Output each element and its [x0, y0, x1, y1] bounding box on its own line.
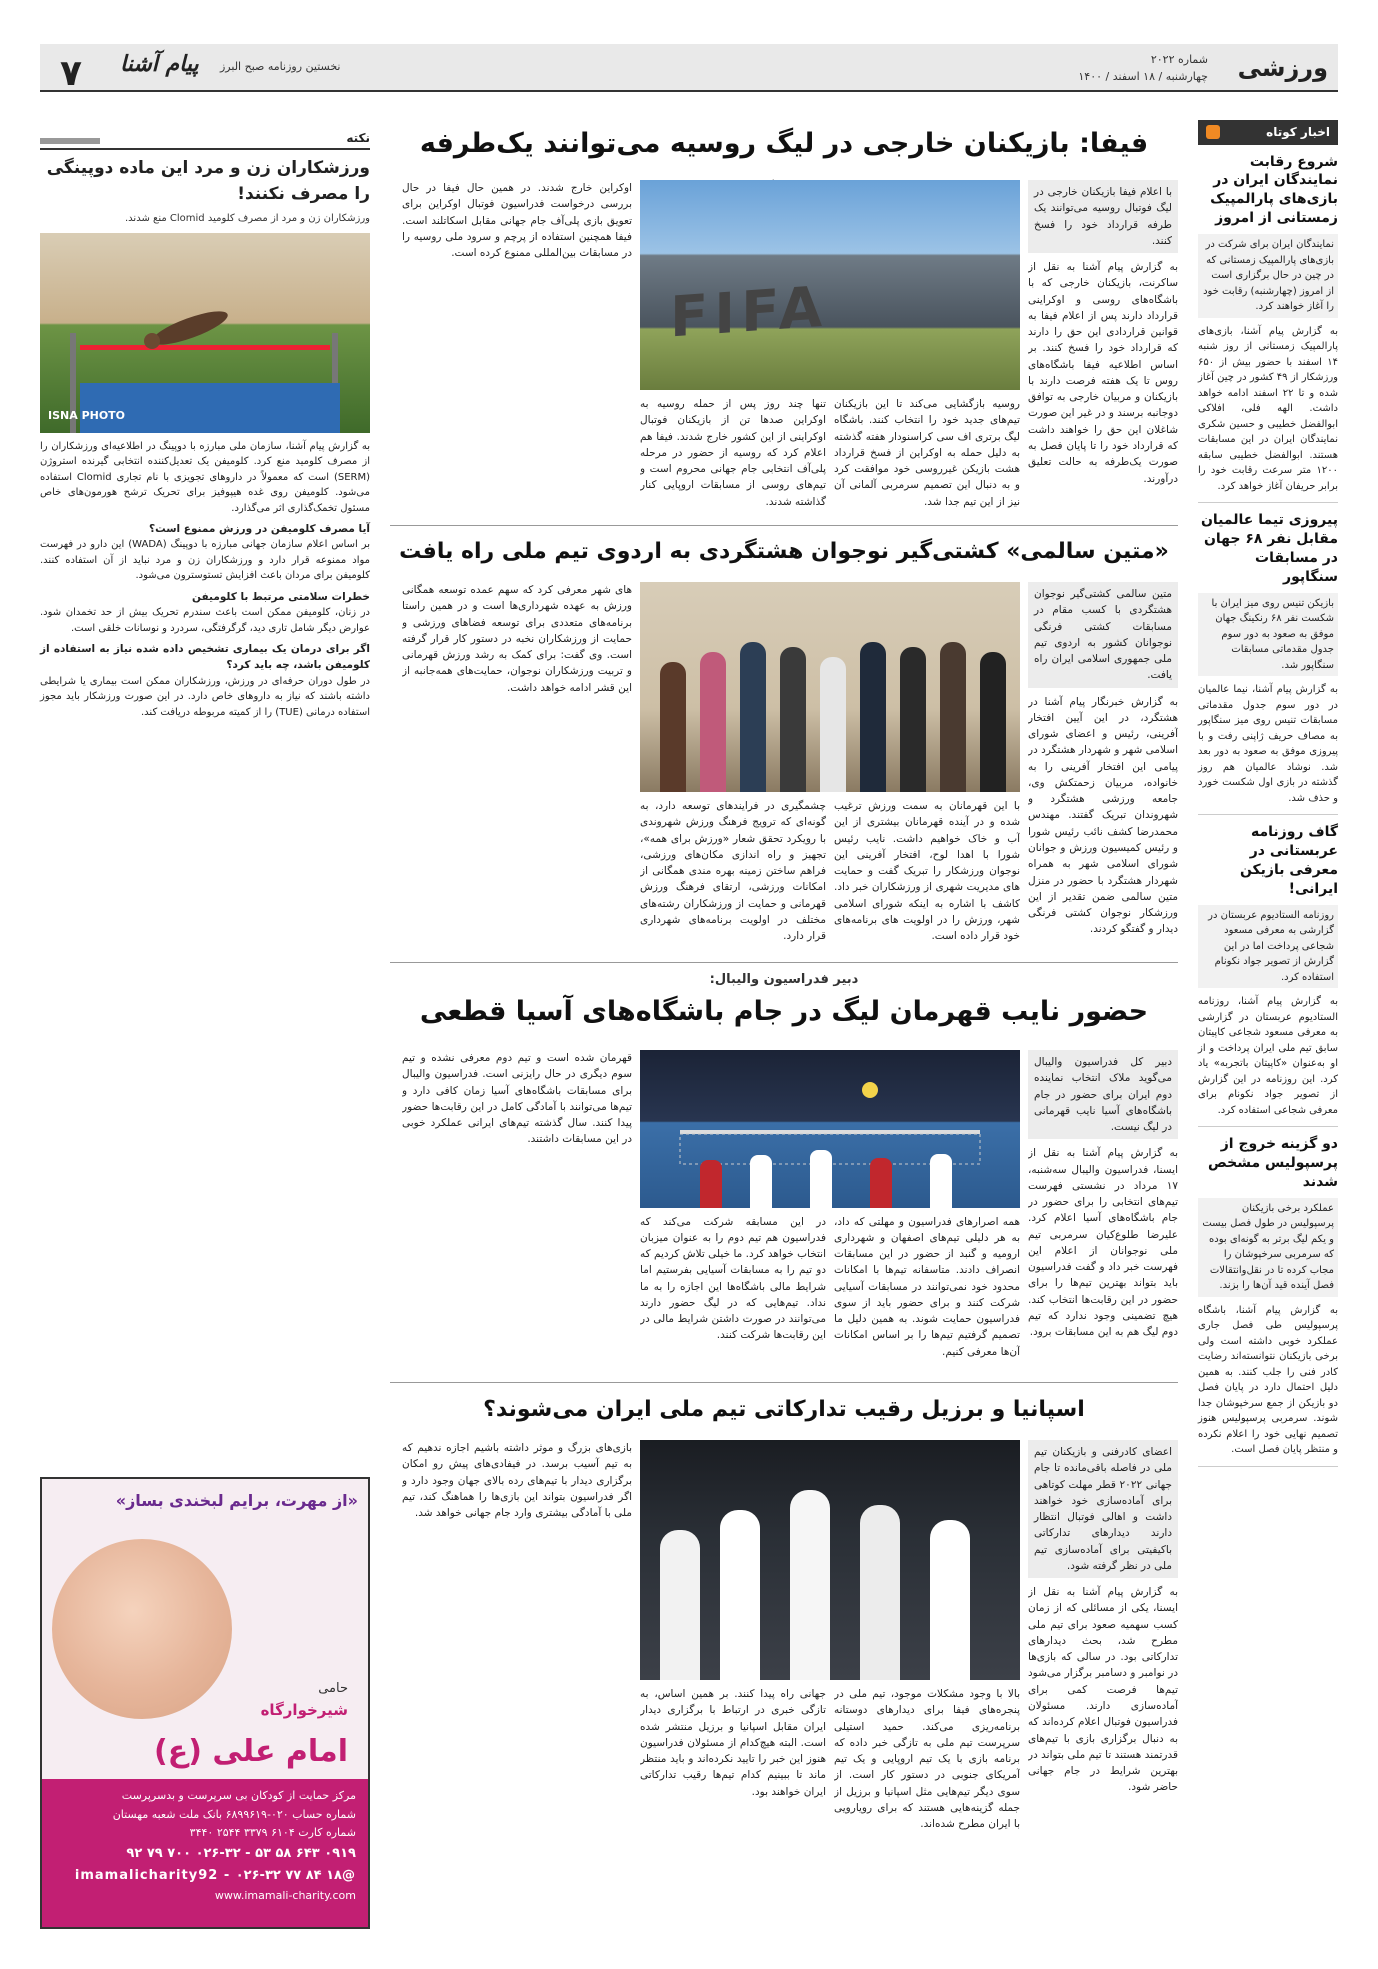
brief-lead: نمایندگان ایران برای شرکت در بازی‌های پارالمپیک زمستانی که در چین در حال برگزاری است از امروز (چهارشنبه) رقابت خود را آغاز خواهند کرد. [1198, 234, 1338, 318]
side-article-body [40, 439, 370, 721]
side-article-paragraph: در طول دوران حرفه‌ای در ورزش، ورزشکاران ممکن است بیماری یا شرایطی داشته باشند که نیاز به داروهای خاص دارد. در این صورت ورزشکار باید مجوز استفاده درمانی (TUE) را از کمیته مربوطه دریافت کند. [40, 675, 370, 718]
story-column: چشمگیری در فرایندهای توسعه دارد، به گونه‌ای که ترویج فرهنگ ورزش شهروندی با رویکرد تحقق شعار «ورزش برای همه»، تجهیز و راه اندازی مکان‌های ورزشی، فراهم ساختن زمینه بهره مندی همگانی از امکانات ورزشی، ارتقای فرهنگ ورزش قهرمانی و حمایت از ورزشکاران رشته‌های مختلف در اولویت برنامه‌های شهرداری قرار دارد. [640, 800, 826, 943]
story-headline: «متین سالمی» کشتی‌گیر نوجوان هشتگردی به اردوی تیم ملی راه یافت [399, 539, 1169, 564]
story-column: در این مسابقه شرکت می‌کند که فدراسیون هم تیم دوم را به عنوان میزبان انتخاب خواهد کرد. ما خیلی تلاش کردیم که دو تیم را به مسابقات آسیایی بفرستیم اما شرایط مالی باشگاه‌ها این اجازه را به ما نداد. تیم‌هایی که در لیگ حضور دارند می‌توانند در صورت داشتن شرایط مالی در این رقابت‌ها شرکت کنند. [640, 1215, 826, 1342]
story-column: تنها چند روز پس از حمله روسیه به اوکراین صدها تن از بازیکنان فوتبال اوکراینی از این کشور خارج شدند. فیفا هم اعلام کرد که روسیه از حضور در مرحله پلی‌آف انتخابی جام جهانی محروم است و تیم‌های روسی از مسابقات اروپایی کنار گذاشته شدند. [640, 398, 826, 508]
player-figure [930, 1520, 970, 1680]
divider [390, 962, 1178, 963]
national-team-photo [640, 1440, 1020, 1680]
player-figure [660, 1530, 700, 1680]
charity-advertisement [40, 1477, 370, 1929]
brief-item [1198, 145, 1338, 504]
brief-title: شروع رقابت نمایندگان ایران در بازی‌های پارالمپیک زمستانی از امروز [1210, 153, 1338, 227]
volleyball-illustration [640, 1050, 1020, 1208]
story-text: به گزارش پیام آشنا به نقل از ساکرنت، بازیکنان خارجی که با باشگاه‌های روسی و اوکراینی قرارداد دارند پس از اعلام فیفا به قوانین قراردادی این حق را دارند که قرارداد خود را فسخ کنند. بر اساس اطلاعیه فیفا باشگاه‌های روس تا یک هفته فرصت دارند با بازیکنان و مربیان خارجی به توافق دوجانبه برسند و در غیر این صورت شاغلان این حق را خواهند داشت که قرارداد خود را تا پایان فصل به صورت یک‌طرفه به حالت تعلیق درآورند. [1028, 261, 1178, 485]
story-subcolumns [640, 396, 1020, 510]
issue-date: چهارشنبه / ۱۸ اسفند / ۱۴۰۰ [1078, 69, 1208, 83]
brief-item [1198, 1127, 1338, 1467]
ad-card: شماره کارت ۶۱۰۴ ۳۳۷۹ ۲۵۴۴ ۳۴۴۰ [189, 1826, 356, 1840]
brief-title: گاف روزنامه عربستانی در معرفی بازیکن ایرانی! [1239, 824, 1338, 897]
story-media [640, 1050, 1020, 1360]
story-text: به گزارش خبرنگار پیام آشنا در هشتگرد، در این آیین افتخار آفرینی، رئیس و اعضای شورای اسلامی شهر و شهردار هشتگرد در پیامی این افتخار آفرینی را به خانواده، مربیان زحمتکش وی، جامعه ورزشی هشتگرد و شهروندان تبریک گفتند. مهندس محمدرضا کشف نائب رئیس شورا و رئیس کمیسیون ورزش و جوانان شورای اسلامی شهر به همراه شهردار هشتگرد با حضور در منزل متین سالمی ضمن تقدیر از این ورزشکار نوجوان کشتی فرنگی دیدار و گفتگو کردند. [1028, 695, 1178, 936]
newspaper-logo: پیام آشنا [120, 52, 199, 77]
story-column: بازی‌های بزرگ و موثر داشته باشیم اجازه ندهیم که به تیم آسیب برسد. در فیفادی‌های پیش رو امکان برگزاری دیدار با تیم‌های رده بالای جهان وجود دارد و اگر فدراسیون بتواند این بازی‌ها را هماهنگ کند، تیم ملی با آمادگی بیشتری وارد جام جهانی خواهد شد. [402, 1442, 632, 1520]
photo-watermark: ISNA PHOTO [48, 409, 126, 423]
story-column: قهرمان شده است و تیم دوم معرفی نشده و تیم سوم دیگری در حال رایزنی است. فدراسیون والیبال برای مسابقات باشگاه‌های آسیا زمان کافی دارد و تیم‌ها می‌توانند با آمادگی کامل در این رقابت‌ها حضور پیدا کنند. سال گذشته تیم‌های ایرانی عملکرد خوبی در این مسابقات داشتند. [402, 1052, 632, 1146]
story-columns [390, 180, 1178, 510]
person-figure [940, 642, 966, 792]
ad-website[interactable]: www.imamali-charity.com [214, 1889, 356, 1903]
side-article-subhead: آیا مصرف کلومیفن در ورزش ممنوع است؟ [148, 523, 370, 535]
person-figure [740, 642, 766, 792]
brief-title: دو گزینه خروج از پرسپولیس مشخص شدند [1208, 1136, 1338, 1191]
baby-photo [52, 1539, 232, 1719]
player-figure [720, 1510, 760, 1680]
volleyball-match-photo [640, 1050, 1020, 1208]
side-article-paragraph: بر اساس اعلام سازمان جهانی مبارزه با دوپینگ (WADA) این دارو در فهرست مواد ممنوعه قرار دارد و ورزشکاران زن و مرد نباید از آن استفاده کنند. کلومیفن برای مردان باعث افزایش تستوسترون می‌شود. [40, 539, 370, 582]
person-figure [700, 652, 726, 792]
person-figure [660, 662, 686, 792]
wrestler-ceremony-photo [640, 582, 1020, 792]
side-article [40, 130, 370, 720]
story-headline: فیفا: بازیکنان خارجی در لیگ روسیه می‌توانند یک‌طرفه [419, 128, 1149, 159]
divider [390, 1382, 1178, 1383]
side-article-subhead: اگر برای درمان یک بیماری تشخیص داده شده نیاز به استفاده از کلومیفن باشد، چه باید کرد؟ [40, 643, 370, 672]
story-column: بالا با وجود مشکلات موجود، تیم ملی در پنجره‌های فیفا برای دیدارهای دوستانه برنامه‌ریزی می‌کند. حمید استیلی سرپرست تیم ملی به تازگی خبر داده که برنامه بازی با یک تیم اروپایی و یک تیم آمریکای جنوبی در دستور کار است. از سوی دیگر تیم‌هایی مثل اسپانیا و برزیل از جمله گزینه‌هایی هستند که برای رویارویی با ایران مطرح شده‌اند. [834, 1688, 1020, 1831]
rss-icon [1206, 125, 1220, 139]
main-news-area [390, 120, 1178, 1930]
divider [390, 525, 1178, 526]
brief-item [1198, 815, 1338, 1127]
story-media [640, 582, 1020, 952]
header-bar [40, 138, 100, 144]
story-column [1028, 1440, 1178, 1920]
story-subcolumns [640, 1214, 1020, 1360]
brief-body: به گزارش پیام آشنا، بازی‌های پارالمپیک زمستانی از روز شنبه ۱۴ اسفند با حضور بیش از ۶۵۰ ورزشکار از ۴۹ کشور در چین آغاز شده و تا ۲۲ اسفند ادامه خواهد داشت. الهه فلی، افلاکی ابوالفضل خطیبی و حسین شکری نمایندگان ایران در این مسابقات هستند. ابوالفضل خطیبی سابقه ۱۲۰۰ متر سرعت رقابت خود را برابر حریفان آغاز خواهد کرد. [1198, 325, 1338, 492]
brief-body: به گزارش پیام آشنا، باشگاه پرسپولیس طی فصل جاری عملکرد خوبی داشته است ولی برخی بازیکنان نتوانسته‌اند رضایت کادر فنی را جلب کنند. به همین دلیل احتمال دارد در پایان فصل دو بازیکن از جمع سرخپوشان جدا شوند. سرمربی پرسپولیس هنوز تصمیم نهایی خود را اعلام نکرده و منتظر پایان فصل است. [1198, 1304, 1338, 1456]
story-lede: متین سالمی کشتی‌گیر نوجوان هشتگردی با کسب مقام در مسابقات کشتی فرنگی نوجوانان کشور به اردوی تیم ملی جمهوری اسلامی ایران راه یافت. [1028, 582, 1178, 688]
high-jump-photo [40, 233, 370, 433]
issue-number: شماره ۲۰۲۲ [1150, 53, 1208, 66]
ad-phone: @imamalicharity92 - ۰۲۶-۳۲ ۷۷ ۸۴ ۱۸ [74, 1868, 356, 1884]
masthead [40, 44, 1338, 92]
story-headline: اسپانیا و برزیل رقیب تدارکاتی تیم ملی ایران می‌شوند؟ [483, 1397, 1085, 1422]
story-kicker: دبیر فدراسیون والیبال: [709, 972, 859, 987]
brief-body: به گزارش پیام آشنا، روزنامه الستادیوم عربستان در گزارشی به معرفی مسعود شجاعی کاپیتان سابق تیم ملی ایران پرداخت و از او به‌عنوان «کاپیتان باتجربه» یاد کرد. این روزنامه در این گزارش از تصویر جواد نکونام برای معرفی شجاعی استفاده کرد. [1198, 996, 1338, 1116]
brief-title: پیروزی تیما عالمیان مقابل نفر ۶۸ جهان در مسابقات سنگاپور [1200, 512, 1338, 585]
story-media [640, 180, 1020, 510]
story-subcolumns [640, 798, 1020, 944]
story-column: جهانی راه پیدا کنند. بر همین اساس، به تازگی خبری در ارتباط با برگزاری دیدار ایران مقابل اسپانیا و برزیل منتشر شده است. البته هیچ‌کدام از مسئولان فدراسیون هنوز این خبر را تایید نکرده‌اند و باید منتظر ماند تا ببینیم کدام تیم‌ها رقیب تدارکاتی ایران خواهند بود. [640, 1688, 826, 1798]
story-column: های شهر معرفی کرد که سهم عمده توسعه همگانی ورزش به عهده شهرداری‌ها است و در همین راستا برنامه‌های متعددی برای توسعه فضاهای ورزشی و حمایت از ورزشکاران نخبه در دستور کار قرار گرفته است. وی گفت: برای کمک به رشد ورزش قهرمانی و تربیت ورزشکاران نوجوان، حمایت‌های همه‌جانبه از این قشر ادامه خواهد داشت. [402, 584, 632, 694]
side-article-title: ورزشکاران زن و مرد این ماده دوپینگی را مصرف نکنند! [46, 158, 370, 204]
story-text: به گزارش پیام آشنا به نقل از ایسنا، فدراسیون والیبال سه‌شنبه، ۱۷ مرداد در نشستی فهرست تیم‌های انتخابی را برای حضور در جام باشگاه‌های آسیا اعلام کرد. علیرضا طلوع‌کیان سرمربی تیم ملی نوجوانان از اعلام این فهرست خبر داد و گفت فدراسیون باید بتواند بهترین تیم‌ها را برای حضور در این رقابت‌ها انتخاب کند. هیچ تضمینی وجود ندارد که تیم دوم لیگ هم به این مسابقات برود. [1028, 1147, 1178, 1339]
story-columns [390, 1050, 1178, 1360]
briefs-header-label: اخبار کوتاه [1266, 125, 1330, 139]
ad-name: امام علی (ع) [153, 1734, 348, 1769]
story-columns [390, 582, 1178, 952]
player-figure [790, 1490, 830, 1680]
briefs-header [1198, 120, 1338, 145]
side-article-dek: ورزشکاران زن و مرد از مصرف کلومید Clomid منع شدند. [124, 213, 370, 224]
side-article-paragraph: به گزارش پیام آشنا، سازمان ملی مبارزه با دوپینگ در اطلاعیه‌ای ورزشکاران را از مصرف کلومید منع کرد. کلومیفن یک تعدیل‌کننده انتخابی گیرنده استروژن (SERM) است که معمولاً در داروهای تجویزی با نام تجاری Clomid استفاده می‌شود. کلومیفن روی غده هیپوفیز برای تحریک ترشح هورمون‌های خاص مسئول تخمک‌گذاری اثر می‌گذارد. [40, 440, 371, 514]
story-column: همه اصرارهای فدراسیون و مهلتی که داد، به هر دلیلی تیم‌های اصفهان و شهرداری ارومیه و گنبد از حضور در این مسابقات انصراف دادند. متاسفانه تیم‌ها با امکانات محدود خود نمی‌توانند در مسابقات آسیایی شرکت کنند و برای حضور باید از سوی فدراسیون حمایت شوند. به همین دلیل ما تصمیم گرفتیم تیم‌ها را بر اساس امکانات آن‌ها معرفی کنیم. [834, 1215, 1020, 1358]
high-jump-illustration [40, 233, 370, 433]
story-column [1028, 180, 1178, 510]
ad-account: شماره حساب ۰۲۰-۶۸۹۹۶۱۹ بانک ملت شعبه مهستان [112, 1807, 356, 1821]
brief-lead: عملکرد برخی بازیکنان پرسپولیس در طول فصل بیست و یکم لیگ برتر به گونه‌ای بوده که سرمربی سرخپوشان را مجاب کرده تا در نقل‌وانتقالات فصل آینده قید آن‌ها را بزند. [1198, 1198, 1338, 1297]
person-figure [860, 642, 886, 792]
page-number: ۷ [60, 53, 82, 94]
person-figure [980, 652, 1006, 792]
story-fifa [390, 120, 1178, 520]
story-column: اوکراین خارج شدند. در همین حال فیفا در حال بررسی درخواست فدراسیون فوتبال اوکراین برای تعویق بازی پلی‌آف جام جهانی مقابل اسکاتلند است. فیفا همچنین استفاده از پرچم و سرود ملی روسیه را در مسابقات بین‌المللی ممنوع کرده است. [402, 182, 632, 260]
story-column: با این قهرمانان به سمت ورزش ترغیب شده و در آینده قهرمانان بیشتری از این آب و خاک خواهیم داشت. نایب رئیس شورا با اهدا لوح، افتخار آفرینی این نوجوان ورزشکار را تبریک گفت و حمایت های مدیریت شهری از ورزشکاران خبر داد. کاشف با اشاره به اینکه شورای اسلامی شهر، ورزش را در اولویت های برنامه‌های خود قرار داده است. [834, 800, 1020, 943]
ad-sponsor-label: حامی [318, 1681, 348, 1696]
fifa-sign: FIFA [670, 274, 829, 351]
person-figure [820, 657, 846, 792]
brief-body: به گزارش پیام آشنا، نیما عالمیان در دور سوم جدول مقدماتی مسابقات تنیس روی میز سنگاپور به مصاف حریف ژاپنی رفت و با پیروزی موفق به صعود به دور بعد شد. نوشاد عالمیان هم روز گذشته در بازی اول شکست خورد و حذف شد. [1198, 684, 1338, 804]
fifa-headquarters-photo [640, 180, 1020, 390]
person-figure [780, 647, 806, 792]
side-article-subhead: خطرات سلامتی مرتبط با کلومیفن [192, 590, 370, 603]
player-figure [860, 1505, 900, 1680]
story-columns [390, 1440, 1178, 1920]
story-column [1028, 1050, 1178, 1360]
person-figure [900, 647, 926, 792]
story-text: به گزارش پیام آشنا به نقل از ایسنا، یکی از مسائلی که از زمان کسب سهمیه صعود برای تیم ملی مطرح شد، بحث دیدارهای تدارکاتی بود. در سالی که بازی‌ها در نوامبر و دسامبر برگزار می‌شود تیم‌ها فرصت کمی برای آماده‌سازی دارند. مسئولان فدراسیون فوتبال اعلام کرده‌اند که به دنبال برگزاری بازی با تیم‌های قدرتمند هستند تا تیم ملی بتواند در بهترین شرایط در جام جهانی حاضر شود. [1028, 1586, 1178, 1794]
story-column: روسیه بازگشایی می‌کند تا این بازیکنان تیم‌های جدید خود را انتخاب کنند. باشگاه لیگ برتری اف سی کراسنودار هفته گذشته به دلیل حمله به اوکراین از فسخ قرارداد هشت بازیکن غیرروسی خود موافقت کرد و به دنبال این تصمیم سرمربی آلمانی آن نیز از این تیم جدا شد. [834, 398, 1020, 508]
newspaper-tagline: نخستین روزنامه صبح البرز [220, 60, 341, 73]
ad-title: شیرخوارگاه [260, 1701, 348, 1719]
side-article-section: نکته [346, 131, 370, 146]
side-article-header [40, 130, 370, 150]
story-subcolumns [640, 1686, 1020, 1832]
ad-contact-band [42, 1779, 368, 1929]
section-title: ورزشی [1237, 54, 1328, 82]
ad-line: مرکز حمایت از کودکان بی سرپرست و بدسرپرست [121, 1789, 356, 1802]
briefs-column [1198, 120, 1338, 1929]
side-article-paragraph: در زنان، کلومیفن ممکن است باعث سندرم تحریک بیش از حد تخمدان شود. عوارض دیگر شامل تاری دید، گرگرفتگی، سردرد و نوسانات خلقی است. [40, 607, 370, 634]
story-column [1028, 582, 1178, 952]
brief-lead: روزنامه الستادیوم عربستان در گزارشی به معرفی مسعود شجاعی پرداخت اما در این گزارش از تصویر جواد نکونام استفاده کرد. [1198, 905, 1338, 989]
story-lede: اعضای کادرفنی و بازیکنان تیم ملی در فاصله باقی‌مانده تا جام جهانی ۲۰۲۲ قطر مهلت کوتاهی برای آماده‌سازی خود خواهند داشت و اهالی فوتبال انتظار دارند دیدارهای تدارکاتی باکیفیتی برای آماده‌سازی تیم ملی در نظر گرفته شود. [1028, 1440, 1178, 1578]
story-media [640, 1440, 1020, 1920]
story-lede: با اعلام فیفا بازیکنان خارجی در لیگ فوتبال روسیه می‌توانند یک طرفه قرارداد خود را فسخ کنند. [1028, 180, 1178, 253]
brief-lead: بازیکن تنیس روی میز ایران با شکست نفر ۶۸ رنکینگ جهان موفق به صعود به دور سوم جدول مقدماتی مسابقات سنگاپور شد. [1198, 593, 1338, 677]
ad-slogan: «از مهرت، برایم لبخندی بساز» [115, 1491, 358, 1510]
brief-item [1198, 503, 1338, 815]
story-headline: حضور نایب قهرمان لیگ در جام باشگاه‌های آسیا قطعی [419, 996, 1149, 1028]
story-lede: دبیر کل فدراسیون والیبال می‌گوید ملاک انتخاب نماینده دوم ایران برای حضور در جام باشگاه‌های آسیا نایب قهرمانی در لیگ نیست. [1028, 1050, 1178, 1139]
issue-info [1078, 52, 1208, 85]
story-football [390, 1390, 1178, 1930]
ad-phone: ۰۹۱۹ ۶۴۳ ۵۸ ۵۳ - ۰۲۶-۳۲ ۷۰۰ ۷۹ ۹۲ [126, 1846, 356, 1862]
